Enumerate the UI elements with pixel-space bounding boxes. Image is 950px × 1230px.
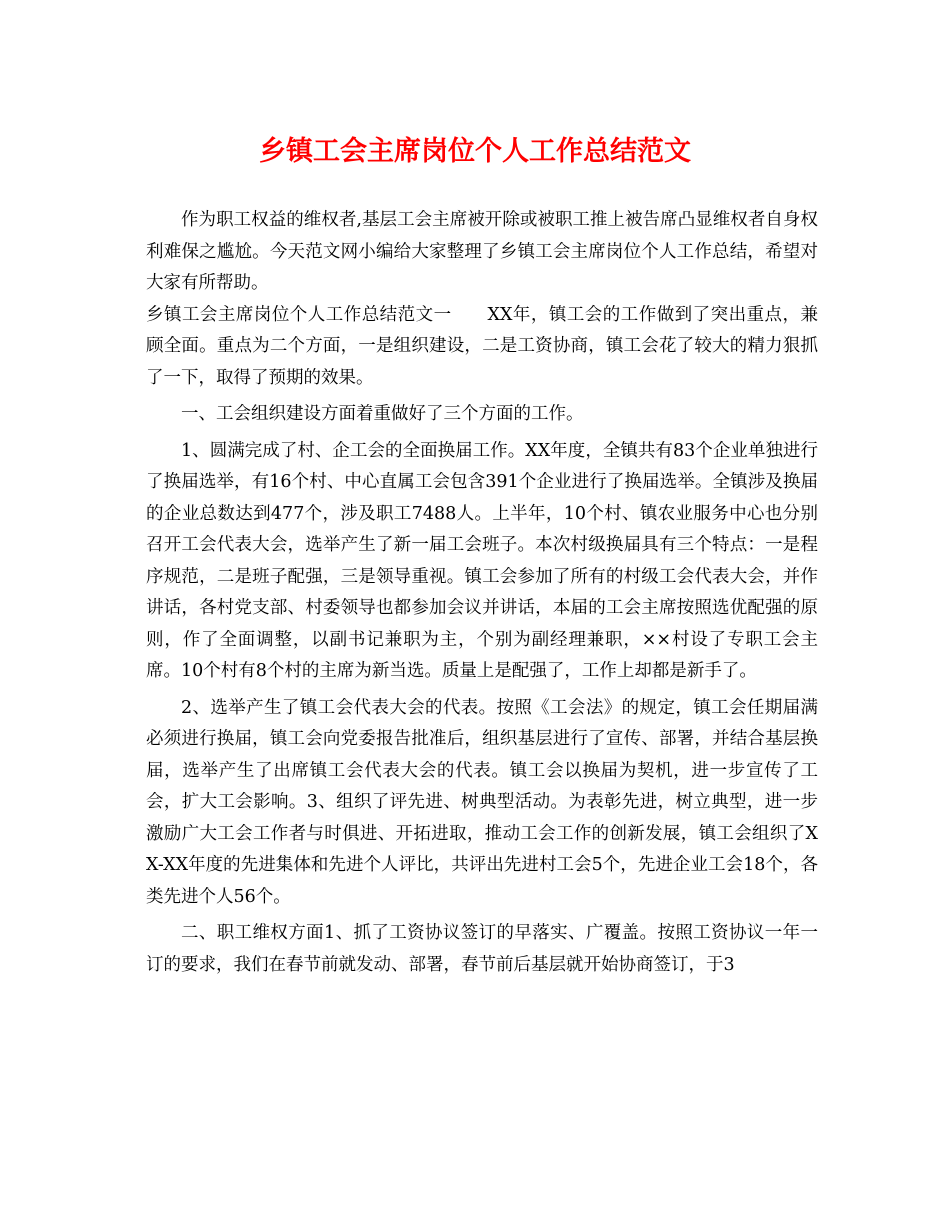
paragraph-intro: 作为职工权益的维权者,基层工会主席被开除或被职工推上被告席凸显维权者自身权利难保之尴尬。今天范文网小编给大家整理了乡镇工会主席岗位个人工作总结，希望对大家有所帮助。 [146,210,818,293]
document-title: 乡镇工会主席岗位个人工作总结范文 [259,136,691,167]
paragraph-item-one: 1、圆满完成了村、企工会的全面换届工作。XX年度，全镇共有83个企业单独进行了换届选举，有16个村、中心直属工会包含391个企业进行了换届选举。全镇涉及换届的企业总数达到477个，涉及职工7488人。上半年，10个村、镇农业服务中心也分别召开工会代表大会，选举产生了新一届工会班子。本次村级换届具有三个特点：一是程序规范，二是班子配强，三是领导重视。镇工会参加了所有的村级工会代表大会，并作讲话，各村党支部、村委领导也都参加会议并讲话，本届的工会主席按照选优配强的原则，作了全面调整，以副书记兼职为主，个别为副经理兼职，××村设了专职工会主席。10个村有8个村的主席为新当选。质量上是配强了，工作上却都是新手了。 [146,440,818,681]
paragraph-section-two: 二、职工维权方面1、抓了工资协议签订的早落实、广覆盖。按照工资协议一年一订的要求，我们在春节前就发动、部署，春节前后基层就开始协商签订，于3 [146,923,818,975]
paragraph-section-one-heading: 一、工会组织建设方面着重做好了三个方面的工作。 [181,404,584,424]
paragraph-item-two: 2、选举产生了镇工会代表大会的代表。按照《工会法》的规定，镇工会任期届满必须进行换届，镇工会向党委报告批准后，组织基层进行了宣传、部署，并结合基层换届，选举产生了出席镇工会代表大会的代表。镇工会以换届为契机，进一步宣传了工会，扩大工会影响。3、组织了评先进、树典型活动。为表彰先进，树立典型，进一步激励广大工会工作者与时俱进、开拓进取，推动工会工作的创新发展，镇工会组织了XX-XX年度的先进集体和先进个人评比，共评出先进村工会5个，先进企业工会18个，各类先进个人56个。 [146,697,818,907]
document-body [146,205,818,981]
paragraph-summary-one: 乡镇工会主席岗位个人工作总结范文一 XX年，镇工会的工作做到了突出重点，兼顾全面。重点为二个方面，一是组织建设，二是工资协商，镇工会花了较大的精力狠抓了一下，取得了预期的效果。 [146,304,818,388]
